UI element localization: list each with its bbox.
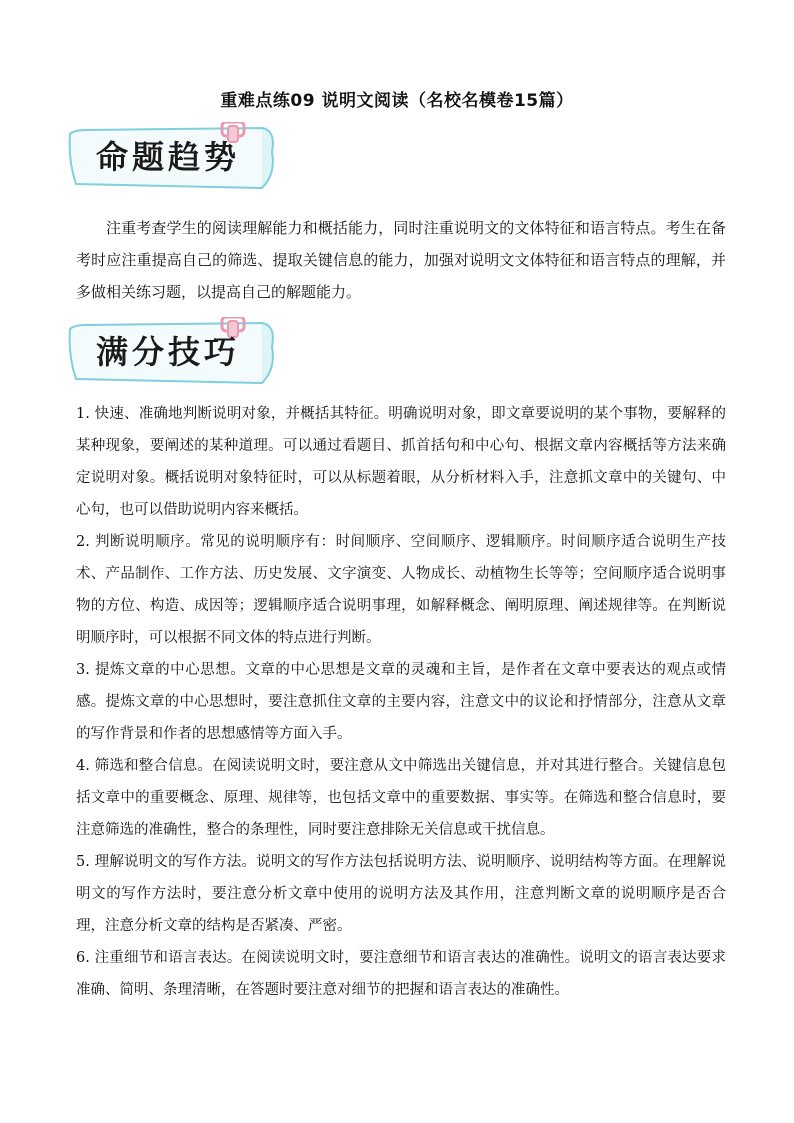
- tip-item: 6. 注重细节和语言表达。在阅读说明文时，要注意细节和语言表达的准确性。说明文的语言表达要求准确、简明、条理清晰，在答题时要注意对细节的把握和语言表达的准确性。: [76, 950, 726, 998]
- tip-item: 3. 提炼文章的中心思想。文章的中心思想是文章的灵魂和主旨，是作者在文章中要表达的观点或情感。提炼文章的中心思想时，要注意抓住文章的主要内容，注意文中的议论和抒情部分，注意从文章的写作背景和作者的思想感情等方面入手。: [76, 662, 726, 742]
- section-banner-trend: [66, 122, 276, 192]
- section-heading: 满分技巧: [96, 333, 241, 371]
- section-heading: 命题趋势: [96, 138, 241, 176]
- tip-item: 5. 理解说明文的写作方法。说明文的写作方法包括说明方法、说明顺序、说明结构等方面。在理解说明文的写作方法时，要注意分析文章中使用的说明方法及其作用，注意判断文章的说明顺序是否合理，注意分析文章的结构是否紧凑、严密。: [76, 854, 726, 934]
- page-title: 重难点练09 说明文阅读（名校名模卷15篇）: [220, 91, 574, 111]
- tip-item: 4. 筛选和整合信息。在阅读说明文时，要注意从文中筛选出关键信息，并对其进行整合。关键信息包括文章中的重要概念、原理、规律等，也包括文章中的重要数据、事实等。在筛选和整合信息时，要注意筛选的准确性，整合的条理性，同时要注意排除无关信息或干扰信息。: [76, 758, 726, 838]
- section-banner-tips: [66, 317, 276, 387]
- tip-item: 2. 判断说明顺序。常见的说明顺序有：时间顺序、空间顺序、逻辑顺序。时间顺序适合说明生产技术、产品制作、工作方法、历史发展、文字演变、人物成长、动植物生长等等；空间顺序适合说明事物的方位、构造、成因等；逻辑顺序适合说明事理，如解释概念、阐明原理、阐述规律等。在判断说明顺序时，可以根据不同文体的特点进行判断。: [76, 534, 726, 646]
- tip-item: 1. 快速、准确地判断说明对象，并概括其特征。明确说明对象，即文章要说明的某个事物，要解释的某种现象，要阐述的某种道理。可以通过看题目、抓首括句和中心句、根据文章内容概括等方法来确定说明对象。概括说明对象特征时，可以从标题着眼，从分析材料入手，注意抓文章中的关键句、中心句，也可以借助说明内容来概括。: [76, 406, 726, 518]
- tips-list: [76, 398, 726, 1006]
- intro-paragraph: 注重考查学生的阅读理解能力和概括能力，同时注重说明文的文体特征和语言特点。考生在备考时应注重提高自己的筛选、提取关键信息的能力，加强对说明文文体特征和语言特点的理解，并多做相关练习题，以提高自己的解题能力。: [76, 219, 726, 301]
